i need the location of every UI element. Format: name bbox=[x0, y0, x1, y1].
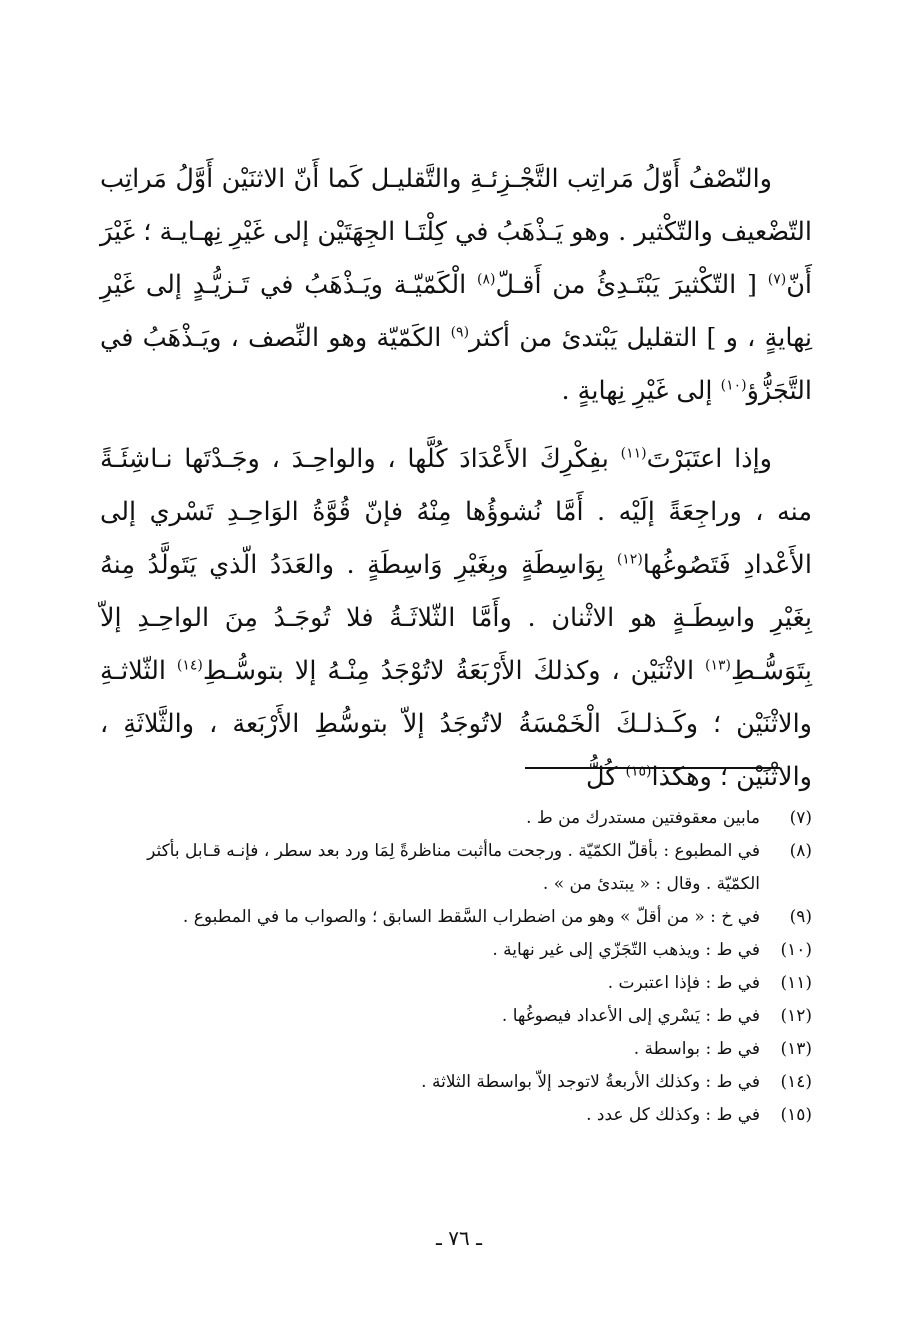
footnote-ref-13: (١٣) bbox=[705, 657, 731, 674]
footnote-number: (٩) bbox=[789, 907, 812, 927]
footnote-11 bbox=[100, 967, 812, 1000]
footnote-8 bbox=[100, 835, 812, 901]
footnote-text: في ط : يَسْري إلى الأعداد فيصوغُها . bbox=[501, 1006, 760, 1026]
footnote-text: مابين معقوفتين مستدرك من ط . bbox=[526, 808, 760, 828]
footnote-ref-12: (١٢) bbox=[616, 551, 643, 568]
paragraph-2 bbox=[100, 433, 812, 804]
footnote-text: في ط : فإذا اعتبرت . bbox=[607, 973, 760, 993]
footnote-ref-8: (٨) bbox=[477, 271, 496, 288]
footnote-text: في ط : ويذهب التّجَزّي إلى غير نهاية . bbox=[492, 940, 760, 960]
p2-seg-4: بِوَاسِطَةٍ وبِغَيْرِ وَاسِطَةٍ . والعَدَدُ الّذي يَتَولَّدُ مِنهُ بِغَيْرِ واسِطَـةٍ هو الاثْنان . وأَمَّا الثّلاثَـةُ فلا تُوجَـدُ مِنَ الواحِـدِ إلاّ بِتَوَسُّـطِ bbox=[100, 550, 813, 686]
footnote-13 bbox=[100, 1033, 812, 1066]
p2-seg-8: الثّلاثـةِ والاثْنَيْن ؛ وكَـذلـكَ الْخَمْسَةُ لاتُوجَدُ إلاّ بتوسُّطِ الأَرْبَعة ، والثَّلاثَةِ ، والاثْنَيْن ؛ وهكذا bbox=[100, 656, 812, 792]
footnotes-section bbox=[100, 802, 812, 1132]
footnote-text: في المطبوع : بأقلّ الكمّيّة . ورجحت ماأثبت مناظرةً لِمَا ورد بعد سطر ، فإنـه قـابل بأكثر الكمّيّة . وقال : « يبتدئ من » . bbox=[147, 841, 760, 894]
footnote-number: (٧) bbox=[789, 808, 812, 828]
footnote-ref-14: (١٤) bbox=[176, 657, 203, 674]
p2-seg-6: الاثْنَيْن ، وكذلكَ الأَرْبَعَةُ لاتُوْجَدُ مِنْـهُ إلا بتوسُّـطِ bbox=[202, 656, 706, 686]
footnote-number: (١٣) bbox=[780, 1039, 812, 1059]
footnote-14 bbox=[100, 1066, 812, 1099]
paragraph-1-body bbox=[100, 153, 812, 418]
footnote-number: (١٠) bbox=[780, 940, 812, 960]
paragraph-1 bbox=[100, 153, 812, 418]
p2-seg-0: وإذا اعتَبَرْتَ bbox=[646, 444, 772, 474]
footnote-text: في ط : وكذلك الأربعةُ لاتوجد إلاّ بواسطة الثلاثة . bbox=[421, 1072, 760, 1092]
page-number: ـ ٧٦ ـ bbox=[436, 1226, 482, 1250]
footnote-15 bbox=[100, 1099, 812, 1132]
footnote-12 bbox=[100, 1000, 812, 1033]
footnote-number: (١٢) bbox=[780, 1006, 812, 1026]
footnote-ref-10: (١٠) bbox=[720, 377, 747, 394]
footnote-10 bbox=[100, 934, 812, 967]
footnote-separator bbox=[525, 767, 780, 769]
footnote-number: (٨) bbox=[789, 841, 812, 861]
footnote-ref-9: (٩) bbox=[450, 324, 470, 341]
footnote-ref-11: (١١) bbox=[620, 445, 647, 462]
footnote-text: في ط : بواسطة . bbox=[633, 1039, 760, 1059]
footnote-text: في خ : « من أقلّ » وهو من اضطراب السَّقط السابق ؛ والصواب ما في المطبوع . bbox=[182, 907, 760, 927]
footnote-ref-7: (٧) bbox=[767, 271, 787, 288]
footnote-9 bbox=[100, 901, 812, 934]
p1-seg-2: [ التّكْثيرَ يَبْتَـدِئُ من أَقـلّ bbox=[495, 270, 768, 300]
p1-seg-0: والنّصْفُ أَوّلُ مَراتِب التَّجْـزِئـةِ والتَّقليـل كَما أَنّ الاثنَيْن أَوَّلُ مَراتِب التّضْعيف والتّكْثير . وهو يَـذْهَبُ في كِلْتَـا الجِهَتَيْن إلى غَيْرِ نِهـايـة ؛ غَيْرَ أَنّ bbox=[100, 164, 812, 300]
p1-seg-8: إلى غَيْرِ نِهايةٍ . bbox=[561, 376, 721, 406]
p1-seg-4: الْكَمّيّـة ويَـذْهَبُ في تَـزيُّـدٍ إلى غَيْرِ نِهايةٍ ، و ] التقليل يَبْتدئ من أكثر bbox=[100, 270, 812, 353]
paragraph-2-body bbox=[100, 433, 812, 804]
p1-seg-6: الكَمّيّة وهو النِّصف ، ويَـذْهَبُ في التَّجَزُّؤ bbox=[100, 323, 812, 406]
footnote-number: (١١) bbox=[780, 973, 812, 993]
footnote-number: (١٤) bbox=[780, 1072, 812, 1092]
p2-seg-10: كُلُّ bbox=[585, 762, 626, 792]
footnote-ref-15: (١٥) bbox=[625, 763, 652, 780]
footnote-number: (١٥) bbox=[780, 1105, 812, 1125]
p2-seg-2: بفِكْرِكَ الأَعْدَادَ كُلَّها ، والواحِـدَ ، وجَـدْتَها نـاشِئَـةً منه ، وراجِعَةً إلَيْه . أَمَّا نُشوؤُها مِنْهُ فإنّ قُوَّةُ الوَاحِـدِ تَسْري إلى الأَعْدادِ فَتَصُوغُها bbox=[100, 444, 812, 580]
footnote-7 bbox=[100, 802, 812, 835]
footnote-text: في ط : وكذلك كل عدد . bbox=[586, 1105, 760, 1125]
